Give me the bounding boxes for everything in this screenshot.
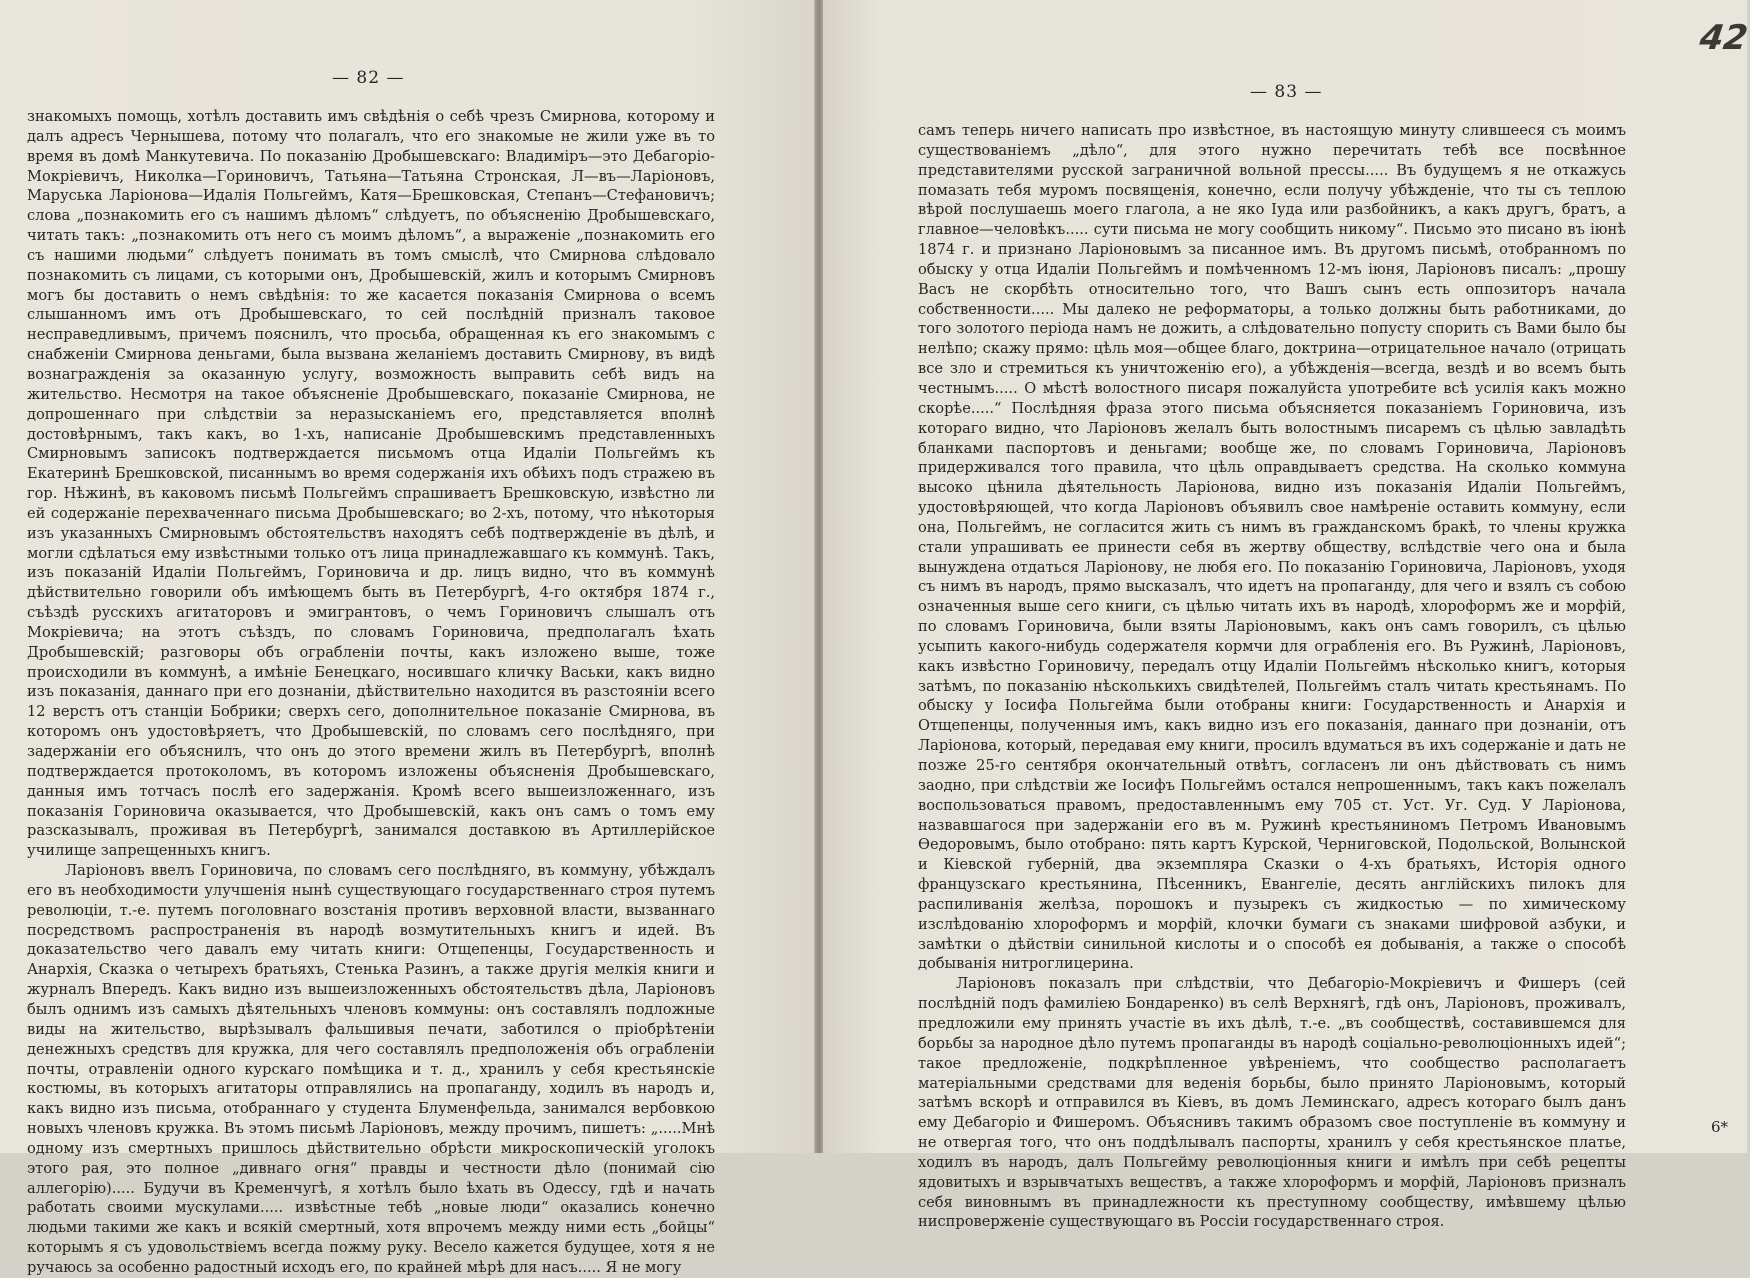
right-page-body [918, 121, 1626, 1232]
left-paragraph-1: знакомыхъ помощь, хотѣлъ доставить имъ свѣдѣнія о себѣ чрезъ Смирнова, которому и далъ адресъ Чернышева, потому что полагалъ, что его знакомые не жили уже въ то время въ домѣ Манкутевича. По показанію Дробышевскаго: Владиміръ—это Дебагоріо-Мокріевичъ, Николка—Гориновичъ, Татьяна—Татьяна Стронская, Л—въ—Ларіоновъ, Маруська Ларіонова—Идалія Польгеймъ, Катя—Брешковская, Степанъ—Стефановичъ; слова „познакомить его съ нашимъ дѣломъ“ слѣдуетъ, по объясненію Дробышевскаго, читать такъ: „познакомить отъ него съ моимъ дѣломъ“, а выраженіе „познакомить его съ нашими людьми“ слѣдуетъ понимать въ томъ смыслѣ, что Смирнова слѣдовало познакомить съ лицами, съ которыми онъ, Дробышевскій, жилъ и которымъ Смирновъ могъ бы доставить о немъ свѣдѣнія: то же касается показанія Смирнова о всемъ слышанномъ имъ отъ Дробышевскаго, то сей послѣдній призналъ таковое несправедливымъ, причемъ пояснилъ, что просьба, обращенная къ его знакомымъ с снабженіи Смирнова деньгами, была вызвана желаніемъ доставить Смирнову, въ видѣ вознагражденія за оказанную услугу, возможность выправить себѣ видъ на жительство. Несмотря на такое объясненіе Дробышевскаго, показаніе Смирнова, не допрошеннаго при слѣдствіи за неразысканіемъ его, представляется вполнѣ достовѣрнымъ, такъ какъ, во 1-хъ, написаніе Дробышевскимъ представленныхъ Смирновымъ записокъ подтверждается письмомъ отца Идаліи Польгеймъ къ Екатеринѣ Брешковской, писаннымъ во время содержанія ихъ обѣихъ подъ стражею въ гор. Нѣжинѣ, въ каковомъ письмѣ Польгеймъ спрашиваетъ Брешковскую, извѣстно ли ей содержаніе перехваченнаго письма Дробышевскаго; во 2-хъ, потому, что нѣкоторыя изъ указанныхъ Смирновымъ обстоятельствъ находятъ себѣ подтвержденіе въ дѣлѣ, и могли сдѣлаться ему извѣстными только отъ лица принадлежавшаго къ коммунѣ. Такъ, изъ показаній Идаліи Польгеймъ, Гориновича и др. лицъ видно, что въ коммунѣ дѣйствительно говорили объ имѣющемъ быть въ Петербургѣ, 4-го октября 1874 г., съѣздѣ русскихъ агитаторовъ и эмигрантовъ, о чемъ Гориновичъ слышалъ отъ Мокріевича; на этотъ съѣздъ, по словамъ Гориновича, предполагалъ ѣхать Дробышевскій; разговоры объ ограбленіи почты, какъ изложено выше, тоже происходили въ коммунѣ, а имѣніе Бенецкаго, носившаго кличку Васьки, какъ видно изъ показанія, даннаго при его дознаніи, дѣйствительно находится въ разстояніи всего 12 верстъ отъ станціи Бобрики; сверхъ сего, дополнительное показаніе Смирнова, въ которомъ онъ удостовѣряетъ, что Дробышевскій, по словамъ сего послѣдняго, при задержаніи его объяснилъ, что онъ до этого времени жилъ въ Петербургѣ, вполнѣ подтверждается протоколомъ, въ которомъ изложены объясненія Дробышевскаго, данныя имъ тотчасъ послѣ его задержанія. Кромѣ всего вышеизложеннаго, изъ показанія Гориновича оказывается, что Дробышевскій, какъ онъ самъ о томъ ему разсказывалъ, проживая въ Петербургѣ, занимался доставкою въ Артиллерійское училище запрещенныхъ книгъ. [27, 108, 715, 860]
right-paragraph-1: самъ теперь ничего написать про извѣстное, въ настоящую минуту слившееся съ моимъ существованіемъ „дѣло“, для этого нужно перечитать тебѣ все посвѣнное представителями русской заграничной вольной прессы..... Въ будущемъ я не откажусь помазать тебя муромъ посвященія, конечно, если получу убѣжденіе, что ты съ теплою вѣрой послушаешь моего глагола, а не яко Іуда или разбойникъ, а какъ другъ, братъ, а главное—человѣкъ..... сути письма не могу сообщить никому“. Письмо это писано въ іюнѣ 1874 г. и признано Ларіоновымъ за писанное имъ. Въ другомъ письмѣ, отобранномъ по обыску у отца Идаліи Польгеймъ и помѣченномъ 12-мъ іюня, Ларіоновъ писалъ: „прошу Васъ не скорбѣть относительно того, что Вашъ сынъ есть оппозиторъ начала собственности..... Мы далеко не реформаторы, а только должны быть работниками, до того золотого періода намъ не дожить, а слѣдовательно попусту спорить съ Вами было бы нелѣпо; скажу прямо: цѣль моя—общее благо, доктрина—отрицательное начало (отрицать все зло и стремиться къ уничтоженію его), а убѣжденія—всегда, вездѣ и во всемъ быть честнымъ..... О мѣстѣ волостного писаря пожалуйста употребите всѣ усилія какъ можно скорѣе.....“ Послѣдняя фраза этого письма объясняется показаніемъ Гориновича, изъ котораго видно, что Ларіоновъ желалъ быть волостнымъ писаремъ съ цѣлью завладѣть бланками паспортовъ и деньгами; вообще же, по словамъ Гориновича, Ларіоновъ придерживался того правила, что цѣль оправдываетъ средства. На сколько коммуна высоко цѣнила дѣятельность Ларіонова, видно изъ показанія Идаліи Польгеймъ, удостовѣряющей, что когда Ларіоновъ объявилъ свое намѣреніе оставить коммуну, если она, Польгеймъ, не согласится жить съ нимъ въ гражданскомъ бракѣ, то члены кружка стали упрашивать ее принести себя въ жертву обществу, вслѣдствіе чего она и была вынуждена отдаться Ларіонову, не любя его. По показанію Гориновича, Ларіоновъ, уходя съ нимъ въ народъ, прямо высказалъ, что идетъ на пропаганду, для чего и взялъ съ собою означенныя выше сего книги, съ цѣлью читать ихъ въ народѣ, хлороформъ же и морфій, по словамъ Гориновича, были взяты Ларіоновымъ, какъ онъ самъ говорилъ, съ цѣлью усыпить какого-нибудь содержателя кормчи для ограбленія его. Въ Ружинѣ, Ларіоновъ, какъ извѣстно Гориновичу, передалъ отцу Идаліи Польгеймъ нѣсколько книгъ, которыя затѣмъ, по показанію нѣсколькихъ свидѣтелей, Польгеймъ сталъ читать крестьянамъ. По обыску у Іосифа Польгейма были отобраны книги: Государственность и Анархія и Отщепенцы, полученныя имъ, какъ видно изъ его показанія, даннаго при дознаніи, отъ Ларіонова, который, передавая ему книги, просилъ вдуматься въ ихъ содержаніе и дать не позже 25-го сентября окончательный отвѣтъ, согласенъ ли онъ дѣйствовать съ нимъ заодно, при слѣдствіи же Іосифъ Польгеймъ остался непрошеннымъ, такъ какъ пожелалъ воспользоваться правомъ, предоставленнымъ ему 705 ст. Уст. Уг. Суд. У Ларіонова, назвавшагося при задержаніи его въ м. Ружинѣ крестьяниномъ Петромъ Ивановымъ Ѳедоровымъ, было отобрано: пять картъ Курской, Черниговской, Подольской, Волынской и Кіевской губерній, два экземпляра Сказки о 4-хъ братьяхъ, Исторія одного французскаго крестьянина, Пѣсенникъ, Евангеліе, десять англійскихъ пилокъ для распиливанія желѣза, порошокъ и пузырекъ съ жидкостью — по химическому изслѣдованію хлороформъ и морфій, клочки бумаги съ знаками шифровой азбуки, и замѣтки о дѣйствіи синильной кислоты и о способѣ ея добыванія, а также о способѣ добыванія нитроглицерина. [918, 122, 1626, 973]
left-page [0, 0, 815, 1276]
signature-mark: 6* [1711, 1118, 1729, 1136]
left-page-body [27, 107, 715, 1278]
right-paragraph-2: Ларіоновъ показалъ при слѣдствіи, что Дебагоріо-Мокріевичъ и Фишеръ (сей послѣдній подъ фамиліею Бондаренко) въ селѣ Верхнягѣ, гдѣ онъ, Ларіоновъ, проживалъ, предложили ему принять участіе въ ихъ дѣлѣ, т.-е. „въ сообществѣ, составившемся для борьбы за народное дѣло путемъ пропаганды въ народѣ соціально-революціонныхъ идей“; такое предложеніе, подкрѣпленное увѣреніемъ, что сообщество располагаетъ матеріальными средствами для веденія борьбы, было принято Ларіоновымъ, который затѣмъ вскорѣ и отправился въ Кіевъ, въ домъ Леминскаго, адресъ котораго былъ данъ ему Дебагоріо и Фишеромъ. Объяснивъ такимъ образомъ свое поступленіе въ коммуну и не отвергая того, что онъ поддѣлывалъ паспорты, хранилъ у себя крестьянское платье, ходилъ въ народъ, далъ Польгейму революціонныя книги и имѣлъ при себѣ рецепты ядовитыхъ и взрывчатыхъ веществъ, а также хлороформъ и морфій, Ларіоновъ призналъ себя виновнымъ въ принадлежности къ преступному сообществу, имѣвшему цѣлью ниспроверженіе существующаго въ Россіи государственнаго строя. [918, 975, 1626, 1231]
right-page [823, 0, 1750, 1231]
book-gutter [815, 0, 823, 1153]
page-number-82: — 82 — [332, 68, 405, 88]
handwritten-folio-number: 42 [1697, 18, 1750, 58]
page-number-83: — 83 — [1250, 82, 1323, 102]
left-paragraph-2: Ларіоновъ ввелъ Гориновича, по словамъ сего послѣдняго, въ коммуну, убѣждалъ его въ необходимости улучшенія нынѣ существующаго государственнаго строя путемъ революціи, т.-е. путемъ поголовнаго возстанія противъ верховной власти, вызваннаго посредствомъ распространенія въ народѣ возмутительныхъ книгъ и идей. Въ доказательство чего давалъ ему читать книги: Отщепенцы, Государственность и Анархія, Сказка о четырехъ братьяхъ, Стенька Разинъ, а также другія мелкія книги и журналъ Впередъ. Какъ видно изъ вышеизложенныхъ обстоятельствъ дѣла, Ларіоновъ былъ однимъ изъ самыхъ дѣятельныхъ членовъ коммуны: онъ составлялъ подложные виды на жительство, вырѣзывалъ фальшивыя печати, заботился о пріобрѣтеніи денежныхъ средствъ для кружка, для чего составлялъ предположенія объ ограбленіи почты, отравленіи одного курскаго помѣщика и т. д., хранилъ у себя крестьянскіе костюмы, въ которыхъ агитаторы отправлялись на пропаганду, ходилъ въ народъ и, какъ видно изъ письма, отобраннаго у студента Блуменфельда, занимался вербовкою новыхъ членовъ кружка. Въ этомъ письмѣ Ларіоновъ, между прочимъ, пишетъ: „.....Мнѣ одному изъ смертныхъ пришлось дѣйствительно обрѣсти микроскопическій уголокъ этого рая, это полное „дивнаго огня“ правды и честности дѣло (понимай сію аллегорію)..... Будучи въ Кременчугѣ, я хотѣлъ было ѣхать въ Одессу, гдѣ и начать работать своими мускулами..... извѣстные тебѣ „новые люди“ оказались конечно людьми такими же какъ и всякій смертный, хотя впрочемъ между ними есть „бойцы“ которымъ я съ удовольствіемъ всегда пожму руку. Весело кажется будущее, хотя я не ручаюсь за особенно радостный исходъ его, по крайней мѣрѣ для насъ..... Я не могу [27, 862, 715, 1276]
